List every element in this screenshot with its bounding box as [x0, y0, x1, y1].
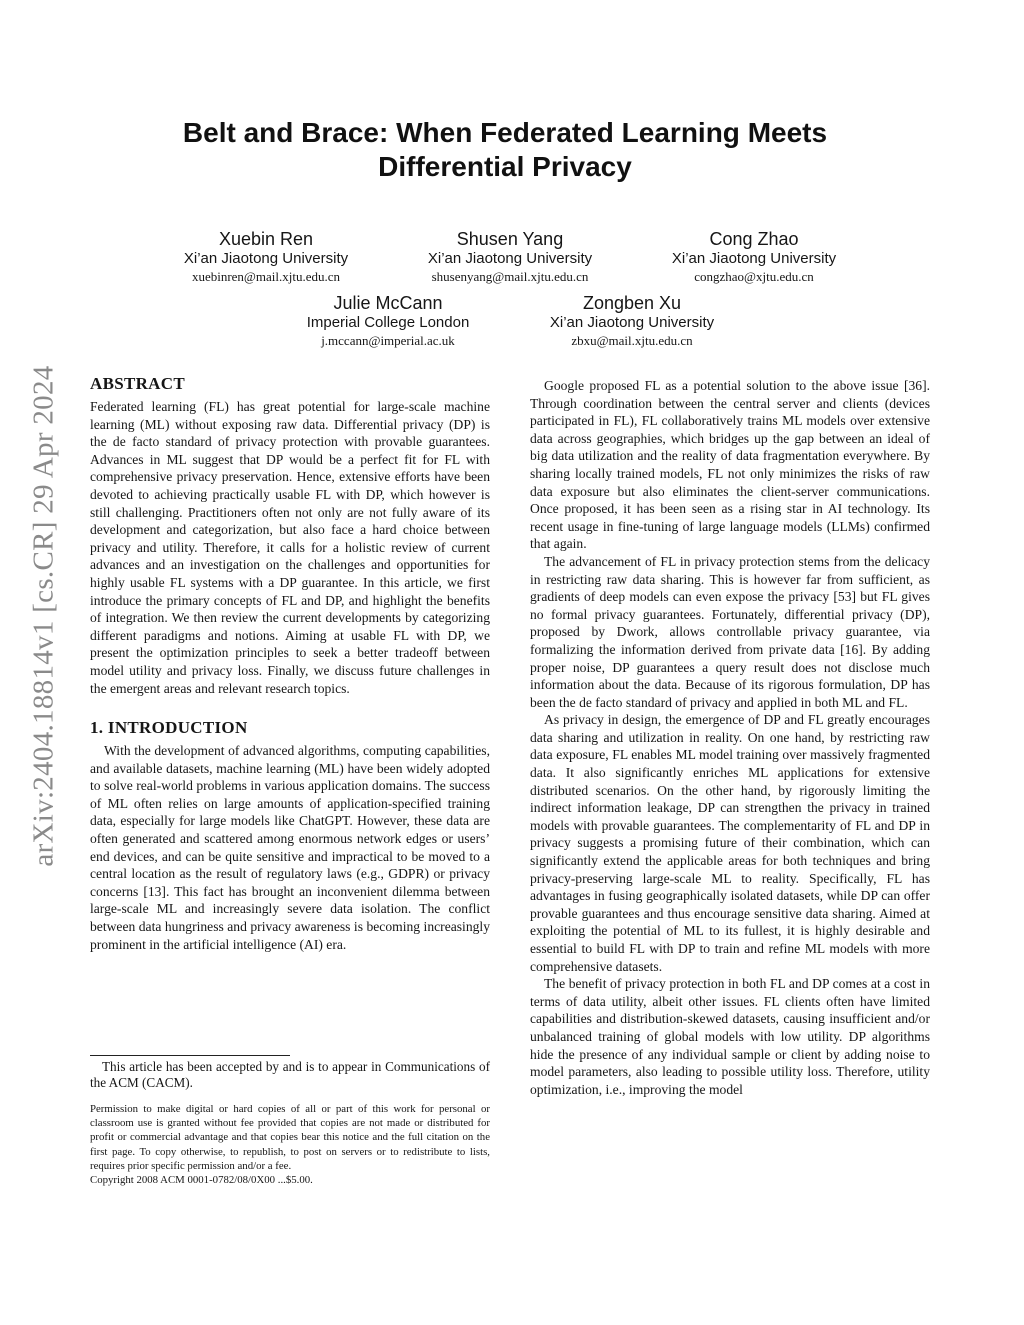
body-paragraph: Google proposed FL as a potential solution to the above issue [36]. Through coordination between the central server and clients (devices participated in FL), FL collaboratively trains ML models over extensive data across geographies, which bridges up the gap between an ideal of big data utilization and the reality of data fragmentation everywhere. By sharing locally trained models, FL not only minimizes the risks of raw data exposure but also eliminates the client-server communications. Once proposed, it has been seen as a rising star in AI technology. Its recent usage in fine-tuning of large language models (LLMs) confirmed that again. [530, 378, 930, 552]
author-name: Cong Zhao [709, 229, 799, 249]
body-paragraph: The benefit of privacy protection in both FL and DP comes at a cost in terms of data utility, albeit other issues. FL clients often have limited capabilities and distribution-skewed datasets, causing insufficient and/or unbalanced training of global models with low utility. DP algorithms hide the presence of any individual sample or client by adding noise to model parameters, also leading to possible utility loss. Therefore, utility optimization, i.e., improving the model [530, 976, 930, 1097]
copyright-text: Copyright 2008 ACM 0001-0782/08/0X00 ...$5.00. [90, 1174, 313, 1187]
body-paragraph: The advancement of FL in privacy protection stems from the delicacy in restricting raw data sharing. This is however far from sufficient, as gradients of deep models can even expose the privacy [53] but FL gives no formal privacy guarantees. Fortunately, differential privacy (DP), proposed by Dwork, allows controllable privacy guarantee, via formalizing the information derived from private data [16]. By adding proper noise, DP guarantees a query result does not disclose much information about the data. Because of its rigorous formulation, DP has been the de facto standard of privacy and applied in both ML and FL. [530, 553, 930, 710]
left-column [90, 373, 490, 953]
introduction-text: With the development of advanced algorithms, computing capabilities, and available datasets, machine learning (ML) have been widely adopted to solve real-world problems in various application domains. The success of ML often relies on large amounts of application-specified training data, especially for large models like ChatGPT. However, these data are often generated and scattered among enormous network edges or users’ end devices, and can be quite sensitive and impractical to be moved to a central location as the result of regulatory laws (e.g., GDPR) or privacy concerns [13]. This fact has brought an inconvenient dilemma between large-scale ML and increasingly severe data isolation. The conflict between data hungriness and privacy awareness is becoming increasingly prominent in the artificial intelligence (AI) era. [90, 743, 490, 952]
author-affiliation: Xi’an Jiaotong University [183, 250, 349, 267]
author-email: xuebinren@mail.xjtu.edu.cn [191, 269, 341, 284]
footnote-divider [90, 1055, 290, 1056]
right-column [530, 377, 930, 1098]
author-block [258, 292, 518, 350]
author-block [502, 292, 762, 350]
permission-text: Permission to make digital or hard copies of all or part of this work for personal or classroom use is granted without fee provided that copies are not made or distributed for profit or commercial advantage and that copies bear this notice and the full citation on the first page. To copy otherwise, to republish, to post on servers or to redistribute to lists, requires prior specific permission and/or a fee. [90, 1103, 490, 1172]
author-affiliation: Imperial College London [306, 314, 470, 331]
abstract-heading: ABSTRACT [90, 374, 185, 393]
footnote [90, 1059, 490, 1091]
author-affiliation: Xi’an Jiaotong University [427, 250, 593, 267]
author-name: Xuebin Ren [218, 229, 314, 249]
introduction-heading: 1. INTRODUCTION [90, 718, 248, 738]
arxiv-identifier-text: arXiv:2404.18814v1 [cs.CR] 29 Apr 2024 [27, 365, 60, 867]
author-affiliation: Xi’an Jiaotong University [549, 314, 715, 331]
author-block [380, 228, 640, 286]
author-email: congzhao@xjtu.edu.cn [694, 269, 814, 284]
author-name: Zongben Xu [582, 293, 682, 313]
arxiv-identifier [0, 0, 72, 1325]
author-block [624, 228, 884, 286]
permission-notice [90, 1102, 490, 1187]
author-email: j.mccann@imperial.ac.uk [321, 333, 455, 348]
paper-title: Belt and Brace: When Federated Learning Meets Differential Privacy [182, 117, 828, 182]
footnote-text: This article has been accepted by and is to appear in Communications of the ACM (CACM). [90, 1059, 490, 1090]
author-email: zbxu@mail.xjtu.edu.cn [571, 333, 693, 348]
author-email: shusenyang@mail.xjtu.edu.cn [431, 269, 589, 284]
body-paragraph: As privacy in design, the emergence of DP and FL greatly encourages data sharing and utilization in reality. On one hand, by restricting raw data exposure, FL enables ML model training over massively fragmented data. It also significantly enriches ML applications for extensive distributed scenarios. On the other hand, by rigorously limiting the indirect information leakage, DP can strengthen the privacy in trained models with provable guarantees. The complementarity of FL and DP in privacy suggests a promising future of their combination, which can significantly extend the applicable areas for both techniques and bring privacy-preserving large-scale ML to reality. Specifically, FL has advantages in fusing geographically isolated datasets, while DP can offer provable guarantees and thus encourage sensitive data sharing. Aimed at exploiting the potential of ML to its fullest, it is highly desirable and essential to build FL with DP to train and refine ML models with more comprehensive datasets. [530, 712, 930, 974]
author-affiliation: Xi’an Jiaotong University [671, 250, 837, 267]
abstract-text: Federated learning (FL) has great potential for large-scale machine learning (ML) without exposing raw data. Differential privacy (DP) is the de facto standard of privacy protection with provable guarantees. Advances in ML suggest that DP would be a perfect fit for FL with comprehensive privacy preservation. Hence, extensive efforts have been devoted to achieving practically usable FL with DP, which however is still challenging. Practitioners often not only are not fully aware of its development and categorization, but also face a hard choice between privacy and utility. Therefore, it calls for a holistic review of current advances and an investigation on the challenges and opportunities for highly usable FL systems with a DP guarantee. In this article, we first introduce the primary concepts of FL and DP, and highlight the benefits of integration. We then review the current developments by categorizing different paradigms and notions. Aiming at usable FL with DP, we present the optimization principles to seek a better tradeoff between model utility and privacy loss. Finally, we discuss future challenges in the emergent areas and relevant research topics. [90, 399, 490, 696]
author-name: Shusen Yang [456, 229, 564, 249]
author-name: Julie McCann [333, 293, 443, 313]
author-block [136, 228, 396, 286]
